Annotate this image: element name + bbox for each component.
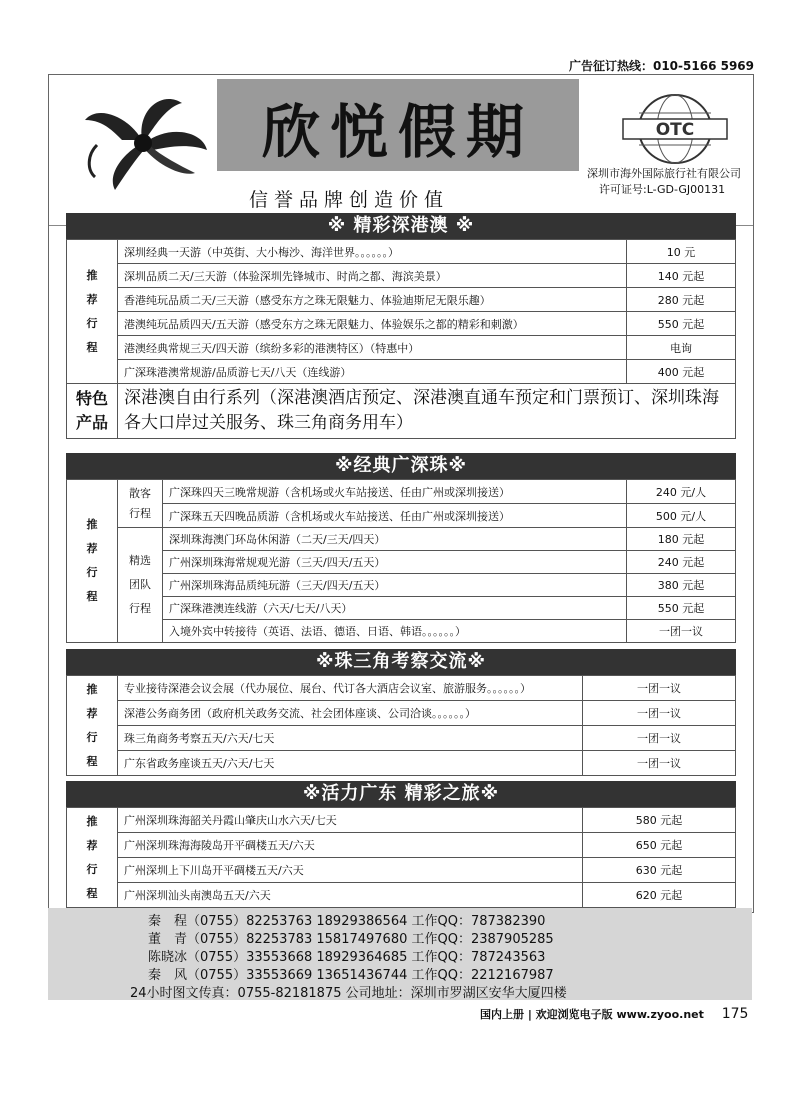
tour-name: 广州深圳上下川岛开平碉楼五天/六天 — [118, 858, 583, 883]
section-guangdong — [66, 781, 736, 908]
sub-label-group: 精选 团队 行程 — [118, 528, 163, 643]
table-row — [67, 528, 736, 551]
section3-label: 推 荐 行 程 — [67, 676, 118, 776]
section2-table — [66, 479, 736, 643]
section4-title: ※活力广东 精彩之旅※ — [66, 781, 736, 807]
license-number: 许可证号:L-GD-GJ00131 — [599, 183, 726, 196]
header — [49, 75, 753, 226]
contact-panel — [48, 908, 752, 1000]
footer-text: 国内上册 | 欢迎浏览电子版 www.zyoo.net — [480, 1008, 704, 1021]
tour-price: 380 元起 — [627, 574, 736, 597]
tour-price: 一团一议 — [627, 620, 736, 643]
table-row — [67, 551, 736, 574]
tour-name: 广州深圳珠海海陵岛开平碉楼五天/六天 — [118, 833, 583, 858]
table-row — [67, 597, 736, 620]
featured-label: 特色 产品 — [67, 384, 118, 439]
table-row — [67, 883, 736, 908]
tour-price: 280 元起 — [627, 288, 736, 312]
tour-name: 广深珠五天四晚品质游（含机场或火车站接送、任由广州或深圳接送） — [163, 504, 627, 528]
tour-price: 550 元起 — [627, 597, 736, 620]
tour-name: 深圳珠海澳门环岛休闲游（二天/三天/四天） — [163, 528, 627, 551]
tour-name: 深圳经典一天游（中英街、大小梅沙、海洋世界。。。。。。） — [118, 240, 627, 264]
table-row — [67, 336, 736, 360]
tour-price: 10 元 — [627, 240, 736, 264]
featured-row — [67, 384, 736, 439]
table-row — [67, 726, 736, 751]
tour-price: 240 元起 — [627, 551, 736, 574]
page-number: 175 — [721, 1006, 749, 1022]
tour-price: 550 元起 — [627, 312, 736, 336]
tour-name: 广州深圳珠海品质纯玩游（三天/四天/五天） — [163, 574, 627, 597]
tour-price: 650 元起 — [583, 833, 736, 858]
table-row — [67, 620, 736, 643]
contact-line: 陈晓冰（0755）33553668 18929364685 工作QQ：787243563 — [148, 950, 546, 965]
section-pearl-river-delta — [66, 649, 736, 776]
brand-title: 欣悦假期 — [261, 98, 534, 166]
tour-price: 一团一议 — [583, 676, 736, 701]
table-row — [67, 504, 736, 528]
section4-label: 推 荐 行 程 — [67, 808, 118, 908]
tour-price: 240 元/人 — [627, 480, 736, 504]
tour-price: 400 元起 — [627, 360, 736, 384]
table-row — [67, 676, 736, 701]
table-row — [67, 264, 736, 288]
sub-label-individual: 散客 行程 — [118, 480, 163, 528]
table-row — [67, 288, 736, 312]
tour-name: 香港纯玩品质二天/三天游（感受东方之珠无限魅力、体验迪斯尼无限乐趣） — [118, 288, 627, 312]
slogan: 信誉品牌创造价值 — [249, 189, 450, 211]
tour-price: 630 元起 — [583, 858, 736, 883]
tour-name: 广东省政务座谈五天/六天/七天 — [118, 751, 583, 776]
section1-table — [66, 239, 736, 439]
tour-name: 入境外宾中转接待（英语、法语、德语、日语、韩语。。。。。。） — [163, 620, 627, 643]
table-row — [67, 574, 736, 597]
section2-title: ※经典广深珠※ — [66, 453, 736, 479]
tour-price: 180 元起 — [627, 528, 736, 551]
section4-table — [66, 807, 736, 908]
fax-address-line: 24小时图文传真：0755-82181875 公司地址：深圳市罗湖区安华大厦四楼 — [130, 986, 567, 1001]
featured-text: 深港澳自由行系列（深港澳酒店预定、深港澳直通车预定和门票预订、深圳珠海各大口岸过关服务、珠三角商务用车） — [118, 384, 736, 439]
table-row — [67, 701, 736, 726]
ad-page — [48, 74, 754, 913]
tour-name: 广深珠四天三晚常规游（含机场或火车站接送、任由广州或深圳接送） — [163, 480, 627, 504]
table-row — [67, 360, 736, 384]
company-name: 深圳市海外国际旅行社有限公司 — [587, 167, 741, 180]
tour-price: 一团一议 — [583, 701, 736, 726]
tour-price: 电询 — [627, 336, 736, 360]
section3-table — [66, 675, 736, 776]
otc-logo-text: OTC — [655, 120, 695, 140]
section-shenzhen-hk-macau — [66, 213, 736, 439]
tour-name: 港澳经典常规三天/四天游（缤纷多彩的港澳特区）（特惠中） — [118, 336, 627, 360]
table-row — [67, 833, 736, 858]
tour-name: 珠三角商务考察五天/六天/七天 — [118, 726, 583, 751]
tour-name: 深港公务商务团（政府机关政务交流、社会团体座谈、公司洽谈。。。。。。） — [118, 701, 583, 726]
tour-name: 专业接待深港会议会展（代办展位、展台、代订各大酒店会议室、旅游服务。。。。。。） — [118, 676, 583, 701]
section1-title: ※ 精彩深港澳 ※ — [66, 213, 736, 239]
tour-price: 140 元起 — [627, 264, 736, 288]
tour-name: 深圳品质二天/三天游（体验深圳先锋城市、时尚之都、海滨美景） — [118, 264, 627, 288]
tour-name: 广州深圳珠海常规观光游（三天/四天/五天） — [163, 551, 627, 574]
contact-line: 秦 风（0755）33553669 13651436744 工作QQ：2212167987 — [148, 968, 554, 983]
brand-banner — [217, 79, 579, 171]
tour-name: 广深珠港澳连线游（六天/七天/八天） — [163, 597, 627, 620]
tour-price: 500 元/人 — [627, 504, 736, 528]
otc-globe-logo-icon — [617, 93, 733, 165]
section3-title: ※珠三角考察交流※ — [66, 649, 736, 675]
table-row — [67, 480, 736, 504]
section-guangzhou-shenzhen-zhuhai — [66, 453, 736, 643]
tour-name: 广州深圳汕头南澳岛五天/六天 — [118, 883, 583, 908]
contact-line: 董 青（0755）82253783 15817497680 工作QQ：2387905285 — [148, 932, 554, 947]
tour-name: 港澳纯玩品质四天/五天游（感受东方之珠无限魅力、体验娱乐之都的精彩和刺激） — [118, 312, 627, 336]
flower-logo-icon — [67, 85, 217, 195]
table-row — [67, 808, 736, 833]
tour-name: 广深珠港澳常规游/品质游七天/八天（连线游） — [118, 360, 627, 384]
tour-price: 一团一议 — [583, 726, 736, 751]
contact-line: 秦 程（0755）82253763 18929386564 工作QQ：787382390 — [148, 914, 546, 929]
tour-name: 广州深圳珠海韶关丹霞山肇庆山水六天/七天 — [118, 808, 583, 833]
tour-price: 一团一议 — [583, 751, 736, 776]
ad-hotline: 广告征订热线：010-5166 5969 — [568, 59, 754, 73]
tour-price: 620 元起 — [583, 883, 736, 908]
table-row — [67, 312, 736, 336]
footer — [480, 1006, 748, 1022]
section1-label: 推 荐 行 程 — [67, 240, 118, 384]
tour-price: 580 元起 — [583, 808, 736, 833]
section2-label: 推 荐 行 程 — [67, 480, 118, 643]
table-row — [67, 858, 736, 883]
table-row — [67, 240, 736, 264]
table-row — [67, 751, 736, 776]
